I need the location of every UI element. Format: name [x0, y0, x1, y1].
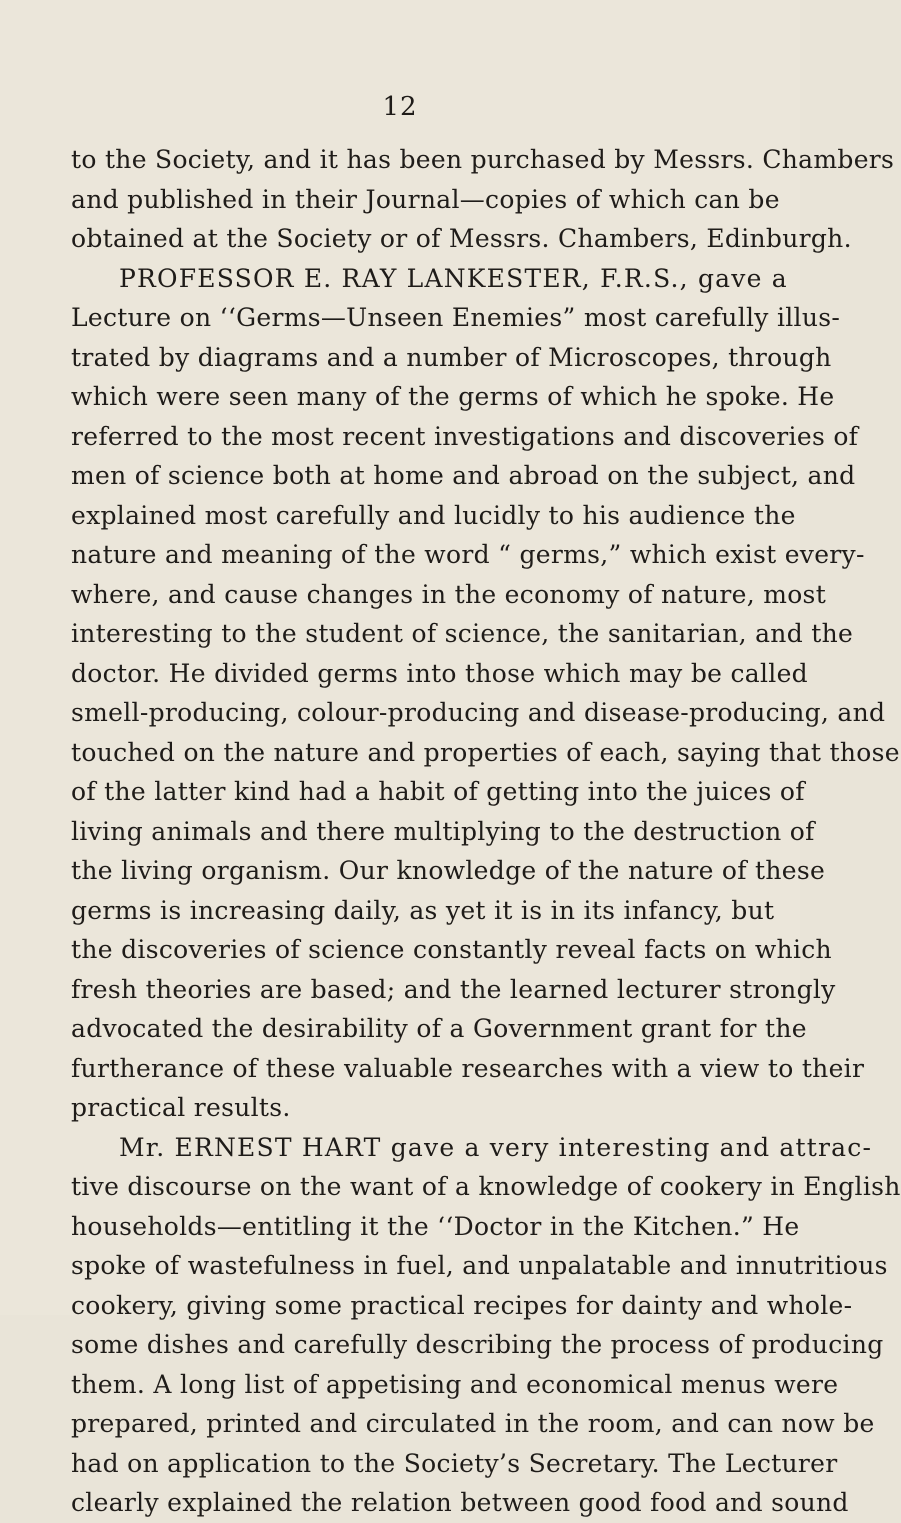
text-line: tive discourse on the want of a knowledge of cookery in English [71, 1172, 901, 1201]
text-line: to the Society, and it has been purchased by Messrs. Chambers [71, 145, 895, 174]
text-line: cookery, giving some practical recipes for dainty and whole- [71, 1290, 853, 1320]
text-line: some dishes and carefully describing the process of producing [71, 1330, 884, 1359]
text-line: living animals and there multiplying to the destruction of [71, 816, 815, 846]
text-line: germs is increasing daily, as yet it is in its infancy, but [71, 895, 775, 925]
text-line: prepared, printed and circulated in the room, and can now be [71, 1409, 875, 1438]
page-number: 12 [382, 92, 418, 122]
text-line: advocated the desirability of a Government grant for the [71, 1014, 807, 1043]
text-line: them. A long list of appetising and economical menus were [71, 1369, 839, 1399]
text-line: clearly explained the relation between good food and sound [71, 1488, 849, 1517]
text-line: nature and meaning of the word “ germs,” which exist every- [71, 540, 865, 569]
text-line: fresh theories are based; and the learned lecturer strongly [71, 974, 836, 1004]
text-line: smell-producing, colour-producing and disease-producing, and [71, 698, 886, 727]
text-line: referred to the most recent investigations and discoveries of [71, 421, 859, 451]
text-line: trated by diagrams and a number of Microscopes, through [71, 342, 832, 372]
text-line: the living organism. Our knowledge of the nature of these [71, 856, 826, 885]
text-line: households—entitling it the ‘‘Doctor in the Kitchen.” He [71, 1211, 800, 1241]
text-line: touched on the nature and properties of each, saying that those [71, 737, 900, 767]
text-line: practical results. [71, 1093, 291, 1122]
text-line: and published in their Journal—copies of which can be [71, 184, 780, 214]
paragraph-start-line: PROFESSOR E. RAY LANKESTER, F.R.S., gave a [119, 263, 788, 293]
body-text [71, 140, 901, 1523]
text-line: had on application to the Society’s Secretary. The Lecturer [71, 1448, 838, 1478]
text-line: where, and cause changes in the economy of nature, most [71, 579, 827, 609]
text-line: interesting to the student of science, the sanitarian, and the [71, 619, 854, 648]
text-line: obtained at the Society or of Messrs. Chambers, Edinburgh. [71, 224, 852, 253]
text-line: of the latter kind had a habit of getting into the juices of [71, 777, 805, 806]
text-line: which were seen many of the germs of which he spoke. He [71, 382, 835, 411]
text-line: men of science both at home and abroad on the subject, and [71, 461, 856, 490]
text-line: Lecture on ‘‘Germs—Unseen Enemies” most carefully illus- [71, 303, 841, 332]
text-line: spoke of wastefulness in fuel, and unpalatable and innutritious [71, 1251, 888, 1280]
text-line: explained most carefully and lucidly to his audience the [71, 500, 796, 530]
text-line: the discoveries of science constantly reveal facts on which [71, 935, 832, 964]
text-line: doctor. He divided germs into those which may be called [71, 658, 808, 688]
paragraph-start-line: Mr. ERNEST HART gave a very interesting and attrac- [119, 1132, 873, 1162]
text-line: furtherance of these valuable researches with a view to their [71, 1053, 865, 1083]
